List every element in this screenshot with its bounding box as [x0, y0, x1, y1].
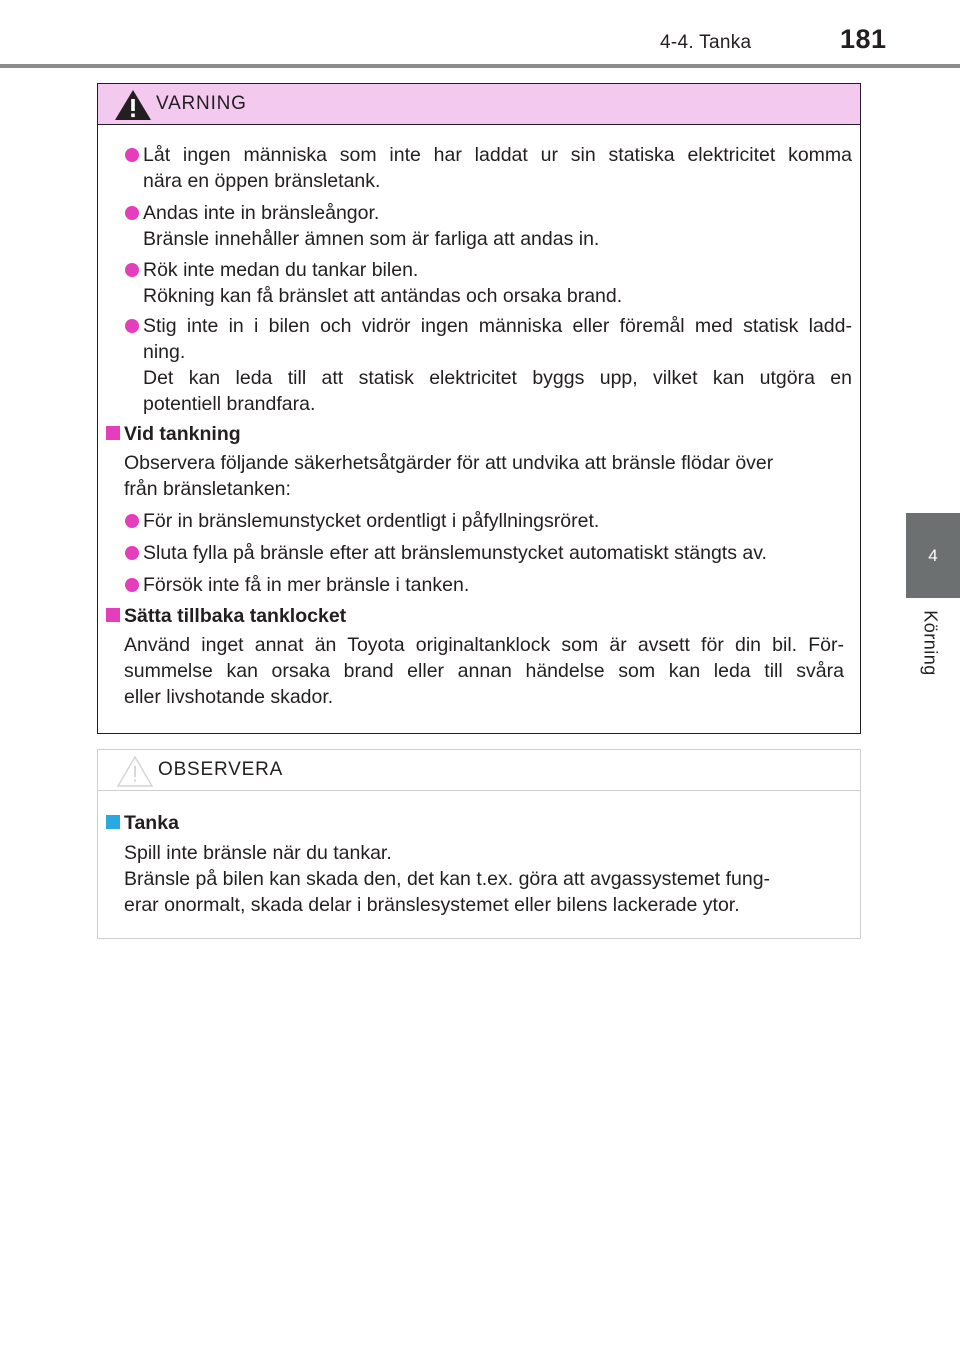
bullet-line: Låt ingen människa som inte har laddat ur sin statiska elektricitet komma: [143, 144, 852, 166]
tanka-text: [124, 840, 844, 918]
header-rule: [0, 64, 960, 68]
bullet-line: För in bränslemunstycket ordentligt i påfyllningsröret.: [143, 510, 600, 532]
tanka-title: Tanka: [124, 812, 179, 834]
notice-header: [98, 750, 860, 791]
bullet-line: Stig inte in i bilen och vidrör ingen människa eller föremål med statisk ladd-: [143, 315, 852, 337]
heading-square: [106, 608, 120, 622]
bullet-dot: [125, 514, 139, 528]
cap-line: Använd inget annat än Toyota originaltanklock som är avsett för din bil. För-: [124, 634, 844, 656]
notice-box: [97, 749, 861, 939]
refuel-intro-line: Observera följande säkerhetsåtgärder för att undvika att bränsle flödar över: [124, 452, 774, 474]
bullet-line: Försök inte få in mer bränsle i tanken.: [143, 574, 470, 596]
chapter-number: 4: [928, 545, 938, 565]
cap-line: eller livshotande skador.: [124, 686, 334, 708]
tanka-line: Bränsle på bilen kan skada den, det kan t.ex. göra att avgassystemet fung-: [124, 868, 771, 890]
bullet-dot: [125, 263, 139, 277]
warning-header: [98, 84, 860, 125]
notice-title: OBSERVERA: [158, 759, 284, 780]
bullet-line: ning.: [143, 341, 186, 363]
tanka-line: Spill inte bränsle när du tankar.: [124, 842, 392, 864]
bullet-dot: [125, 578, 139, 592]
cap-title: Sätta tillbaka tanklocket: [124, 605, 347, 627]
bullet-line: Sluta fylla på bränsle efter att bränslemunstycket automatiskt stängts av.: [143, 542, 767, 564]
bullet-line: Bränsle innehåller ämnen som är farliga att andas in.: [143, 228, 600, 250]
bullet-line: Det kan leda till att statisk elektricitet byggs upp, vilket kan utgöra en: [143, 367, 852, 389]
heading-square: [106, 815, 120, 829]
refuel-intro-line: från bränsletanken:: [124, 478, 291, 500]
cap-line: summelse kan orsaka brand eller annan händelse som kan leda till svåra: [124, 660, 844, 682]
bullet-line: nära en öppen bränsletank.: [143, 170, 381, 192]
chapter-label: Körning: [920, 610, 941, 676]
warning-triangle-icon: [113, 88, 153, 122]
page-header: [0, 0, 960, 70]
bullet-line: Andas inte in bränsleångor.: [143, 202, 380, 224]
bullet-dot: [125, 148, 139, 162]
bullet-dot: [125, 206, 139, 220]
section-label: 4-4. Tanka: [660, 32, 752, 53]
warning-title: VARNING: [156, 93, 247, 114]
bullet-dot: [125, 319, 139, 333]
bullet-dot: [125, 546, 139, 560]
page-number: 181: [840, 24, 887, 54]
heading-square: [106, 426, 120, 440]
bullet-line: potentiell brandfara.: [143, 393, 316, 415]
warning-box: [97, 83, 861, 734]
notice-triangle-icon: [115, 754, 155, 788]
chapter-tab: [906, 513, 960, 598]
refuel-title: Vid tankning: [124, 423, 241, 445]
bullet-line: Rök inte medan du tankar bilen.: [143, 259, 419, 281]
bullet-line: Rökning kan få bränslet att antändas och orsaka brand.: [143, 285, 623, 307]
refuel-intro: [124, 450, 844, 502]
tanka-line: erar onormalt, skada delar i bränslesystemet eller bilens lackerade ytor.: [124, 894, 740, 916]
cap-text: [124, 632, 844, 710]
